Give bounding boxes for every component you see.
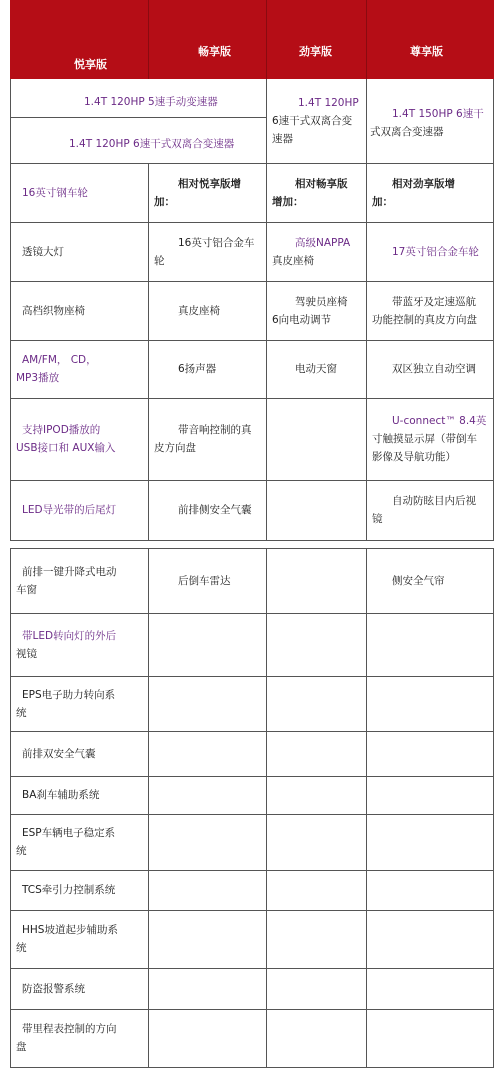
header-zunxiang: 尊享版 [410, 45, 443, 58]
table-cell-c4: 功能控制的真皮方向盘 [372, 313, 477, 326]
table-cell-c1: LED导光带的后尾灯 [22, 504, 117, 516]
engine-jin-3: 速器 [272, 133, 293, 145]
header-changxiang: 畅享版 [198, 45, 231, 58]
table-cell-c1: 16英寸钢车轮 [22, 186, 88, 199]
engine-jin-2: 6速干式双离合变 [272, 115, 353, 127]
table-cell-c2: 加： [154, 195, 175, 208]
engine-zun-1: 1.4T 150HP 6速干 [392, 108, 484, 120]
table-cell-c3: 电动天窗 [295, 363, 337, 375]
table-cell-c4: 加： [372, 195, 393, 208]
table-cell-c4: U-connect™ 8.4英 [392, 415, 487, 427]
table-cell-c3: 真皮座椅 [272, 254, 314, 267]
table-cell-c1: 支持IPOD播放的 [22, 424, 101, 436]
table-cell-c2: 前排侧安全气囊 [178, 504, 252, 516]
table-cell-c2: 皮方向盘 [154, 442, 196, 454]
table-cell-c4: 相对劲享版增 [392, 177, 455, 190]
table-cell-c1: USB接口和 AUX输入 [16, 442, 116, 454]
table-cell-c4: 镜 [372, 513, 383, 525]
table-cell-c2: 真皮座椅 [178, 304, 220, 317]
table-cell-c1: 带LED转向灯的外后 [22, 629, 117, 642]
table-cell-c1: 前排双安全气囊 [22, 747, 96, 760]
table-cell-c1: ESP车辆电子稳定系 [22, 827, 116, 839]
table-cell-c4: 双区独立自动空调 [392, 363, 476, 375]
table-cell-c1: 前排一键升降式电动 [22, 565, 117, 578]
header-yuexiang: 悦享版 [74, 58, 107, 71]
table-cell-c4: 寸触摸显示屏（带倒车 [372, 433, 477, 445]
table-cell-c4: 带蓝牙及定速巡航 [392, 295, 476, 308]
table-cell-c1: 高档织物座椅 [22, 304, 85, 317]
table-cell-c1: MP3播放 [16, 372, 60, 384]
table-cell-c1: 统 [16, 942, 27, 954]
table-cell-c2: 16英寸铝合金车 [178, 236, 255, 249]
table-cell-c1: AM/FM， CD， [22, 354, 97, 366]
table-cell-c2: 后倒车雷达 [178, 574, 231, 587]
table-cell-c1: 盘 [16, 1041, 27, 1053]
table-cell-c1: BA刹车辅助系统 [22, 789, 100, 801]
table-cell-c4: 自动防眩目内后视 [392, 495, 476, 507]
engine-jin-1: 1.4T 120HP [298, 97, 359, 109]
table-cell-c1: 统 [16, 845, 27, 857]
table-cell-c1: 带里程表控制的方向 [22, 1023, 117, 1035]
table-cell-c4: 侧安全气帘 [392, 574, 445, 587]
engine-yue-2: 1.4T 120HP 6速干式双离合变速器 [69, 138, 235, 150]
engine-zun-2: 式双离合变速器 [370, 126, 444, 138]
table-cell-c1: 统 [16, 706, 27, 719]
table-cell-c1: 车窗 [16, 583, 37, 596]
table-cell-c3: 增加： [272, 195, 304, 208]
table-cell-c4: 影像及导航功能） [372, 451, 456, 463]
header-jinxiang: 劲享版 [299, 45, 332, 58]
table-cell-c2: 6扬声器 [178, 363, 217, 375]
table-cell-c3: 相对畅享版 [295, 177, 348, 190]
table-cell-c3: 6向电动调节 [272, 313, 332, 326]
table-cell-c2: 相对悦享版增 [178, 177, 241, 190]
table-cell-c4: 17英寸铝合金车轮 [392, 245, 479, 258]
table-cell-c1: HHS坡道起步辅助系 [22, 924, 118, 936]
table-cell-c1: EPS电子助力转向系 [22, 688, 116, 701]
table-cell-c1: 透镜大灯 [22, 245, 64, 258]
table-cell-c1: 视镜 [16, 647, 37, 660]
table-cell-c2: 带音响控制的真 [178, 424, 252, 436]
table-cell-c3: 驾驶员座椅 [295, 295, 348, 308]
table-cell-c1: 防盗报警系统 [22, 982, 85, 995]
table-cell-c1: TCS牵引力控制系统 [22, 884, 116, 896]
table-cell-c2: 轮 [154, 254, 165, 267]
table-cell-c3: 高级NAPPA [295, 236, 351, 249]
engine-yue-1: 1.4T 120HP 5速手动变速器 [84, 96, 218, 108]
